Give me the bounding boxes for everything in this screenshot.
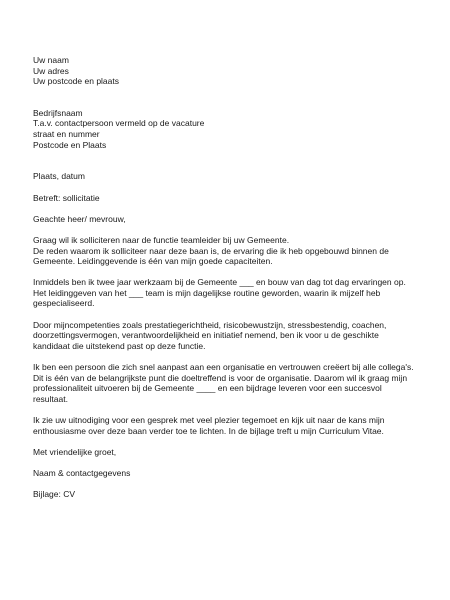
paragraph-line: Inmiddels ben ik twee jaar werkzaam bij de Gemeente ___ en bouw van dag tot dag ervaringen op.: [33, 277, 406, 288]
recipient-company: Bedrijfsnaam: [33, 107, 83, 118]
paragraph-line: doorzettingsvermogen, verantwoordelijkheid en initiatief nemend, ben ik voor u de geschikte: [33, 330, 379, 341]
paragraph-personality: [33, 362, 428, 404]
paragraph-line: Het leidinggeven van het ___ team is mijn dagelijkse routine geworden, waarin ik mijzelf heb: [33, 287, 381, 298]
signature: Naam & contactgegevens: [33, 467, 131, 478]
paragraph-line: Ik zie uw uitnodiging voor een gesprek met veel plezier tegemoet en kijk uit naar de kans mijn: [33, 415, 385, 425]
subject-line: Betreft: sollicitatie: [33, 192, 100, 203]
place-date: Plaats, datum: [33, 171, 85, 182]
paragraph-line: professionaliteit uitvoeren bij de Gemeente ____ en een bijdrage leveren voor een succesvol: [33, 383, 382, 394]
recipient-street: straat en nummer: [33, 128, 100, 139]
paragraph-line: Dit is één van de belangrijkste punt die doeltreffend is voor de organisatie. Daarom wil ik graag mijn: [33, 372, 408, 383]
letter-page: [33, 55, 428, 500]
sender-name: Uw naam: [33, 55, 69, 65]
recipient-postal-city: Postcode en Plaats: [33, 139, 107, 150]
paragraph-intro: [33, 235, 428, 267]
sender-address: Uw adres: [33, 65, 69, 76]
recipient-block: [33, 108, 428, 150]
paragraph-line: Door mijncompetenties zoals prestatiegerichtheid, risicobewustzijn, stressbestendig, coachen,: [33, 319, 387, 330]
paragraph-line: enthousiasme over deze baan verder toe te lichten. In de bijlage treft u mijn Curriculum Vitae.: [33, 425, 384, 436]
paragraph-competencies: [33, 320, 428, 352]
attachment: Bijlage: CV: [33, 489, 76, 500]
paragraph-invitation: [33, 415, 428, 436]
salutation: Geachte heer/ mevrouw,: [33, 213, 126, 224]
paragraph-line: De reden waarom ik solliciteer naar deze baan is, de ervaring die ik heb opgebouwd binnen de: [33, 245, 389, 256]
sender-block: [33, 55, 428, 87]
paragraph-line: kandidaat die uitstekend past op deze functie.: [33, 340, 206, 351]
paragraph-line: Gemeente. Leidinggevende is één van mijn goede capaciteiten.: [33, 256, 273, 267]
closing: Met vriendelijke groet,: [33, 446, 117, 457]
recipient-attention: T.a.v. contactpersoon vermeld op de vacature: [33, 118, 205, 129]
paragraph-line: resultaat.: [33, 393, 68, 404]
paragraph-line: Ik ben een persoon die zich snel aanpast aan een organisatie en vertrouwen creëert bij alle collega's.: [33, 362, 414, 373]
paragraph-line: gespecialiseerd.: [33, 298, 95, 309]
sender-postal-city: Uw postcode en plaats: [33, 76, 119, 87]
paragraph-experience: [33, 277, 428, 309]
paragraph-line: Graag wil ik solliciteren naar de functie teamleider bij uw Gemeente.: [33, 234, 290, 245]
